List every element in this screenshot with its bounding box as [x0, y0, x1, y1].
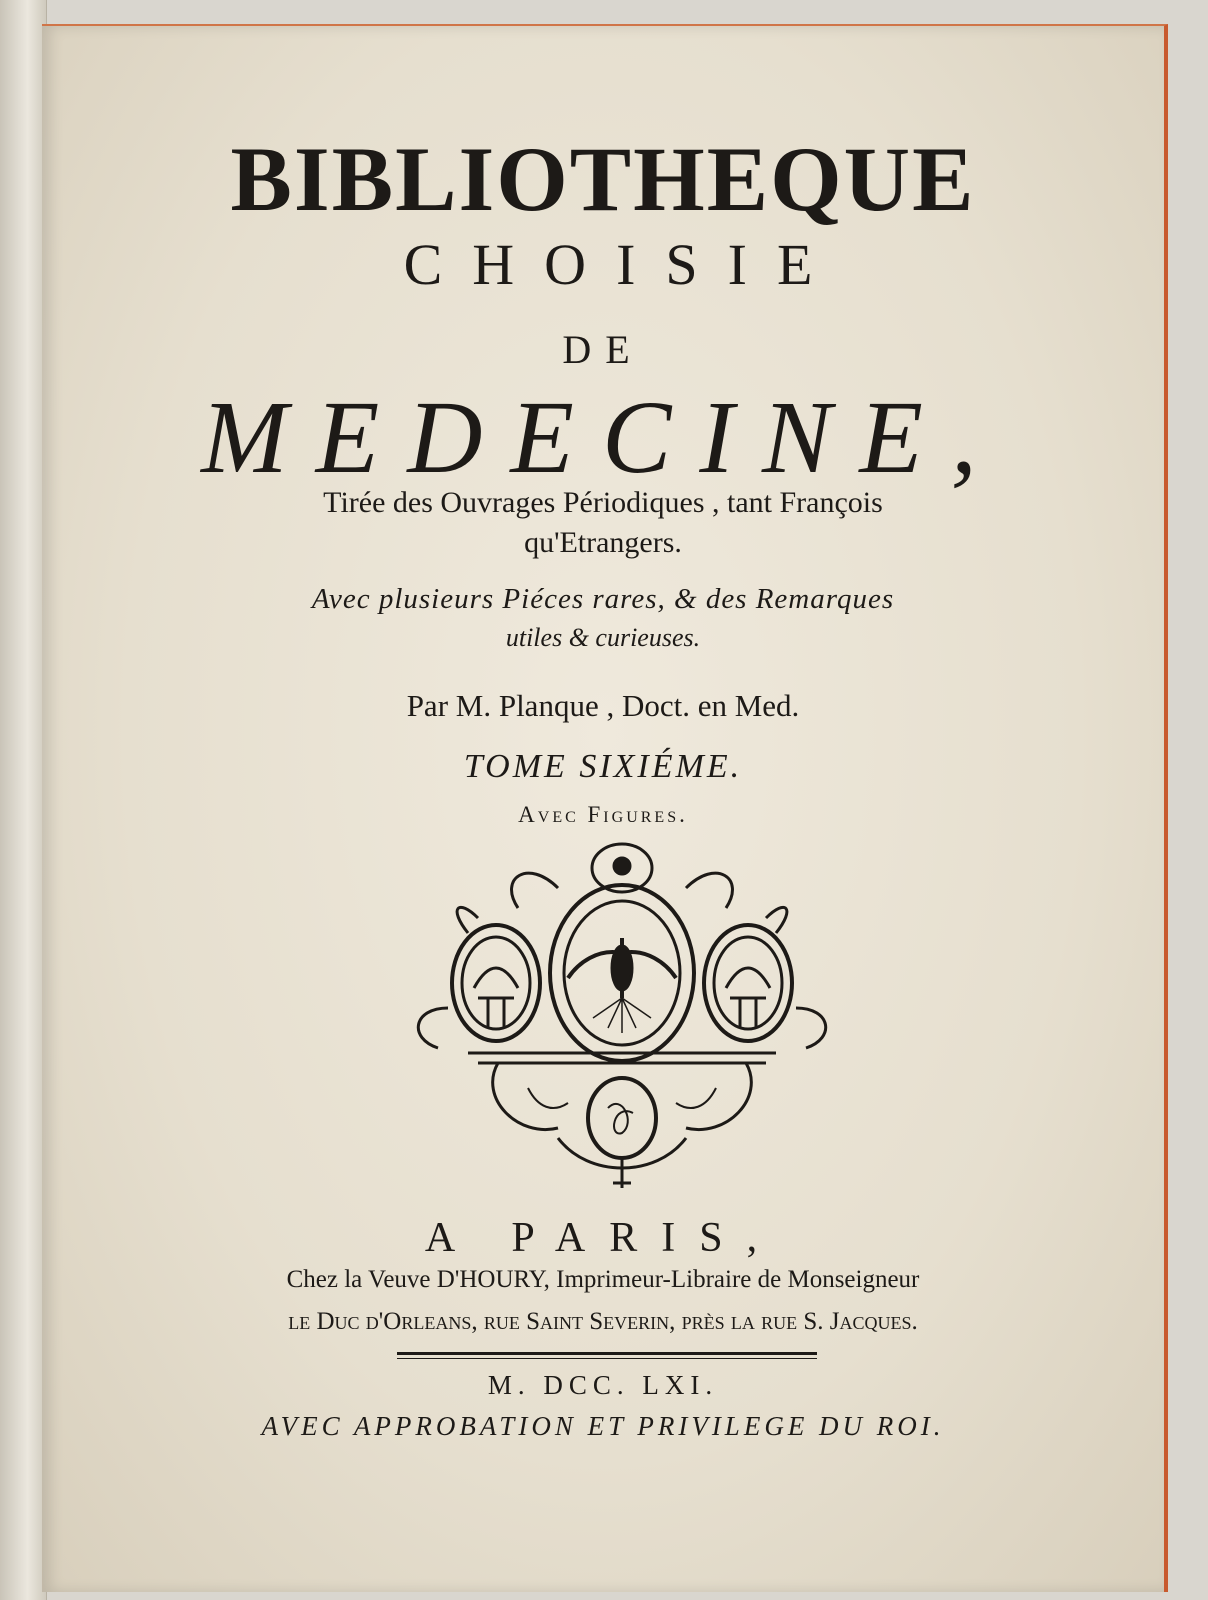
subtitle-line-1: Tirée des Ouvrages Périodiques , tant François [323, 486, 883, 519]
volume-line: TOME SIXIÉME. [463, 748, 743, 785]
facing-page-edge [0, 0, 47, 1600]
title-page [42, 24, 1168, 1592]
publisher-line-2: le Duc d'Orleans, rue Saint Severin, près la rue S. Jacques. [288, 1308, 918, 1335]
italic-line-2: utiles & curieuses. [505, 623, 701, 652]
italic-line-1: Avec plusieurs Piéces rares, & des Remarques [311, 583, 895, 615]
figures-line: Avec Figures. [518, 802, 688, 827]
title-choisie: CHOISIE [403, 232, 843, 297]
approbation-line: AVEC APPROBATION ET PRIVILEGE DU ROI. [261, 1411, 945, 1441]
subtitle-line-2: qu'Etrangers. [524, 526, 682, 559]
title-medecine: MEDECINE, [201, 380, 1005, 495]
publication-date: M. DCC. LXI. [487, 1370, 719, 1400]
publisher-line-1: Chez la Veuve D'HOURY, Imprimeur-Libraire de Monseigneur [286, 1266, 920, 1293]
printer-ornament-icon [408, 838, 836, 1202]
divider-rule [397, 1352, 817, 1355]
author-line: Par M. Planque , Doct. en Med. [406, 688, 800, 723]
imprint-place: A PARIS, [424, 1215, 782, 1261]
divider-rule-thin [397, 1358, 817, 1359]
title-de: DE [562, 327, 644, 372]
title-bibliotheque: BIBLIOTHEQUE [230, 128, 976, 230]
